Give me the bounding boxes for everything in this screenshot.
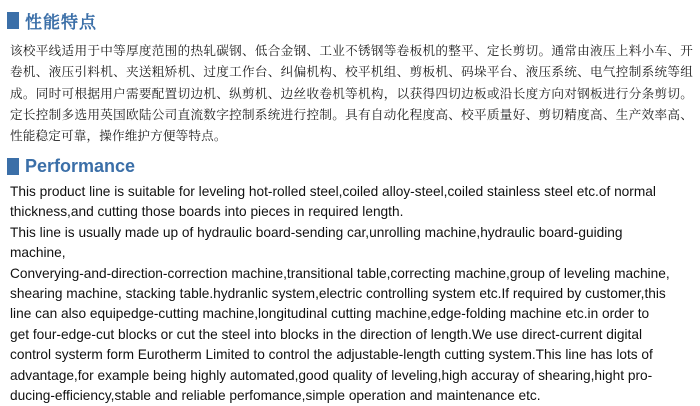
english-text-line: advantage,for example being highly automated,good quality of leveling,high accuray of shearing,hight pro-: [10, 367, 653, 383]
english-text-line: ducing-efficiency,stable and reliable perfomance,simple operation and maintenance etc.: [10, 388, 541, 404]
english-section-title: Performance: [25, 155, 136, 176]
english-section-body: [7, 182, 693, 406]
english-text-line: This line is usually made up of hydraulic board-sending car,unrolling machine,hydraulic board-guiding: [10, 224, 623, 240]
chinese-features-section: [7, 8, 693, 146]
chinese-section-title: 性能特点: [25, 12, 97, 33]
chinese-section-paragraph: 该校平线适用于中等厚度范围的热轧碳钢、低合金钢、工业不锈钢等卷板机的整平、定长剪切。通常由液压上料小车、开卷机、液压引料机、夹送粗矫机、过度工作台、纠偏机构、校平机组、剪板机、码垛平台、液压系统、电气控制系统等组成。同时可根据用户需要配置切边机、纵剪机、边丝收卷机等机构，以获得四切边板或沿长度方向对钢板进行分条剪切。定长控制多选用英国欧陆公司直流数字控制系统进行控制。具有自动化程度高、校平质量好、剪切精度高、生产效率高、性能稳定可靠，操作维护方便等特点。: [10, 43, 693, 144]
english-section-header: [7, 154, 693, 178]
english-text-line: get four-edge-cut blocks or cut the steel into blocks in the direction of length.We use direct-current digital: [10, 326, 642, 342]
english-text-line: This product line is suitable for leveling hot-rolled steel,coiled alloy-steel,coiled stainless steel etc.of normal: [10, 184, 656, 199]
chinese-section-header: [7, 8, 693, 32]
section-marker-icon: [7, 158, 19, 175]
english-text-line: machine,: [10, 245, 66, 261]
section-marker-icon: [7, 12, 19, 29]
english-text-line: thickness,and cutting those boards into pieces in required length.: [10, 204, 404, 220]
english-text-line: Converying-and-direction-correction machine,transitional table,correcting machine,group of leveling machine,: [10, 265, 670, 281]
english-text-line: line can also equipedge-cutting machine,longitudinal cutting machine,edge-folding machine etc.in order to: [10, 306, 650, 322]
english-performance-section: [7, 154, 693, 406]
english-text-line: shearing machine, stacking table.hydranlic system,electric controlling system etc.If required by customer,this: [10, 286, 666, 302]
english-text-line: control systerm form Eurotherm Limited to control the adjustable-length cutting system.This line has lots of: [10, 347, 653, 363]
